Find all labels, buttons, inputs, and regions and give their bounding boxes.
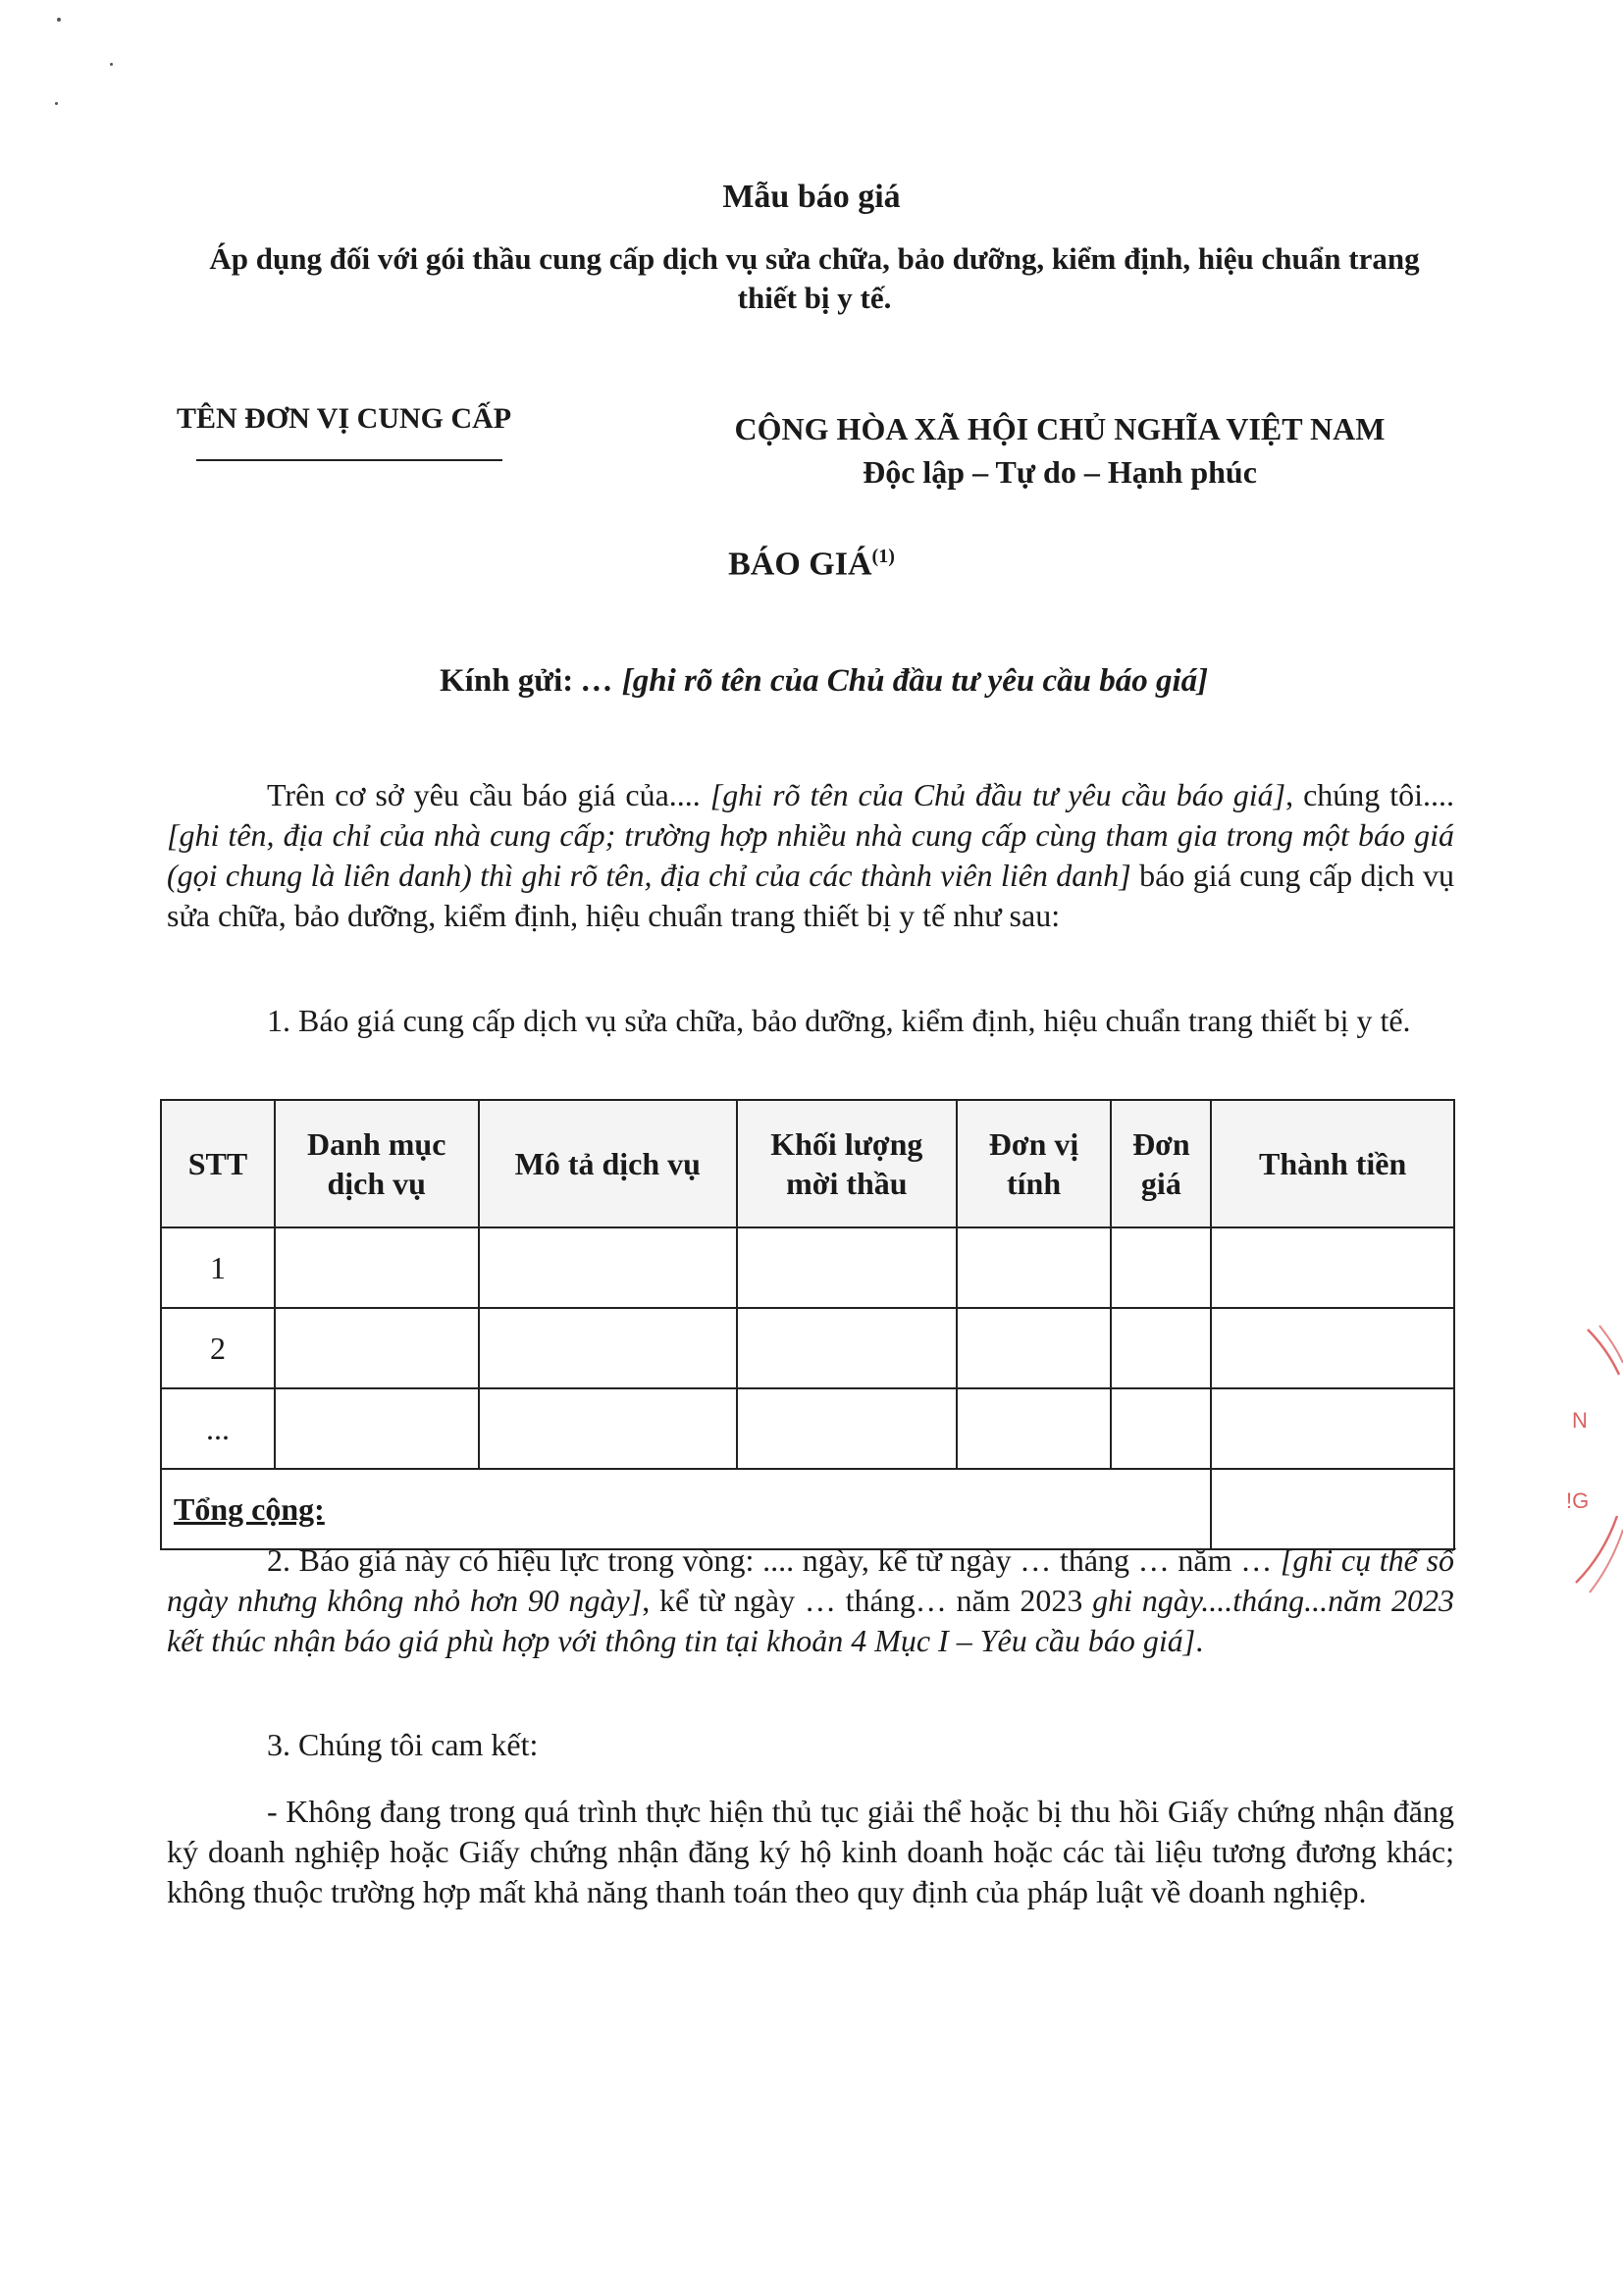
supplier-underline [196, 459, 502, 461]
intro-text: Trên cơ sở yêu cầu báo giá của.... [267, 777, 710, 812]
scan-speck [110, 63, 113, 66]
table-cell[interactable] [1111, 1388, 1211, 1469]
table-cell[interactable] [275, 1308, 479, 1388]
seal-text: !G [1566, 1488, 1590, 1513]
table-cell[interactable] [957, 1308, 1112, 1388]
national-motto: Độc lập – Tự do – Hạnh phúc [863, 454, 1257, 490]
table-cell[interactable] [1211, 1227, 1454, 1308]
section-2-text: , kể từ ngày … tháng… năm 2023 [642, 1583, 1093, 1618]
table-cell[interactable] [1211, 1388, 1454, 1469]
table-cell[interactable] [275, 1388, 479, 1469]
scan-speck [57, 18, 61, 22]
intro-text: , chúng tôi.... [1285, 777, 1455, 812]
section-2-placeholder: [ghi cụ thể số ngày nhưng không nhỏ hơn 90 ngày] [167, 1542, 1455, 1618]
row-number: 2 [161, 1308, 275, 1388]
section-1 [167, 1001, 1454, 1041]
country-name: CỘNG HÒA XÃ HỘI CHỦ NGHĨA VIỆT NAM [734, 411, 1386, 446]
intro-paragraph [167, 775, 1454, 936]
table-cell[interactable] [479, 1308, 737, 1388]
commitment-text: - Không đang trong quá trình thực hiện thủ tục giải thể hoặc bị thu hồi Giấy chứng nhận đăng ký doanh nghiệp hoặc Giấy chứng nhận đăng ký hộ kinh doanh hoặc các tài liệu tương đương khác; không thuộc trường hợp mất khả năng thanh toán theo quy định của pháp luật về doanh nghiệp. [167, 1794, 1454, 1909]
column-header-service-category: Danh mục dịch vụ [275, 1100, 479, 1227]
seal-text: N [1572, 1408, 1588, 1433]
document-subtitle: Áp dụng đối với gói thầu cung cấp dịch vụ sửa chữa, bảo dưỡng, kiểm định, hiệu chuẩn trang thiết bị y tế. [209, 241, 1420, 315]
supplier-name-header: TÊN ĐƠN VỊ CUNG CẤP [177, 402, 512, 435]
red-seal-fragment [1550, 1320, 1623, 1594]
table-row [161, 1227, 1454, 1308]
quote-table [160, 1099, 1455, 1550]
section-2-placeholder: ghi ngày....tháng...năm 2023 kết thúc nhận báo giá phù hợp với thông tin tại khoản 4 Mục I – Yêu cầu báo giá] [167, 1583, 1454, 1658]
national-header [687, 407, 1433, 494]
row-number: 1 [161, 1227, 275, 1308]
column-header-amount: Thành tiền [1211, 1100, 1454, 1227]
table-cell[interactable] [1211, 1308, 1454, 1388]
section-2-text: . [1195, 1623, 1204, 1658]
quote-title [0, 546, 1623, 583]
table-cell[interactable] [737, 1227, 957, 1308]
section-3-text: 3. Chúng tôi cam kết: [267, 1727, 539, 1762]
scan-speck [55, 102, 58, 105]
table-cell[interactable] [1111, 1308, 1211, 1388]
table-cell[interactable] [275, 1227, 479, 1308]
section-1-text: 1. Báo giá cung cấp dịch vụ sửa chữa, bảo dưỡng, kiểm định, hiệu chuẩn trang thiết bị y tế. [267, 1003, 1411, 1038]
table-cell[interactable] [957, 1227, 1112, 1308]
column-header-stt: STT [161, 1100, 275, 1227]
intro-placeholder: [ghi tên, địa chỉ của nhà cung cấp; trường hợp nhiều nhà cung cấp cùng tham gia trong một báo giá (gọi chung là liên danh) thì ghi rõ tên, địa chỉ của các thành viên liên danh] [167, 817, 1454, 893]
footnote-marker: (1) [871, 546, 895, 567]
recipient-placeholder: … [ghi rõ tên của Chủ đầu tư yêu cầu báo giá] [581, 663, 1209, 699]
intro-placeholder: [ghi rõ tên của Chủ đầu tư yêu cầu báo giá] [709, 777, 1286, 812]
quote-title-text: BÁO GIÁ [728, 546, 872, 583]
column-header-unit: Đơn vị tính [957, 1100, 1112, 1227]
row-number: ... [161, 1388, 275, 1469]
table-cell[interactable] [737, 1308, 957, 1388]
section-3 [167, 1725, 1454, 1765]
table-total-row [161, 1469, 1454, 1549]
total-label: Tổng cộng: [161, 1469, 1211, 1549]
intro-text: báo giá cung cấp dịch vụ sửa chữa, bảo dưỡng, kiểm định, hiệu chuẩn trang thiết bị y tế như sau: [167, 858, 1455, 933]
section-2-text: 2. Báo giá này có hiệu lực trong vòng: .... ngày, kể từ ngày … tháng … năm … [267, 1542, 1281, 1578]
table-row [161, 1388, 1454, 1469]
table-header-row [161, 1100, 1454, 1227]
column-header-unit-price: Đơn giá [1111, 1100, 1211, 1227]
table-cell[interactable] [1111, 1227, 1211, 1308]
table-row [161, 1308, 1454, 1388]
table-cell[interactable] [957, 1388, 1112, 1469]
recipient-label: Kính gửi: [440, 663, 574, 699]
table-cell[interactable] [479, 1227, 737, 1308]
commitment-item [167, 1792, 1454, 1912]
table-cell[interactable] [737, 1388, 957, 1469]
column-header-quantity: Khối lượng mời thầu [737, 1100, 957, 1227]
recipient-line [440, 663, 1208, 700]
section-2 [167, 1540, 1454, 1661]
document-title: Mẫu báo giá [722, 179, 901, 215]
table-cell[interactable] [479, 1388, 737, 1469]
column-header-service-description: Mô tả dịch vụ [479, 1100, 737, 1227]
total-amount-cell[interactable] [1211, 1469, 1454, 1549]
